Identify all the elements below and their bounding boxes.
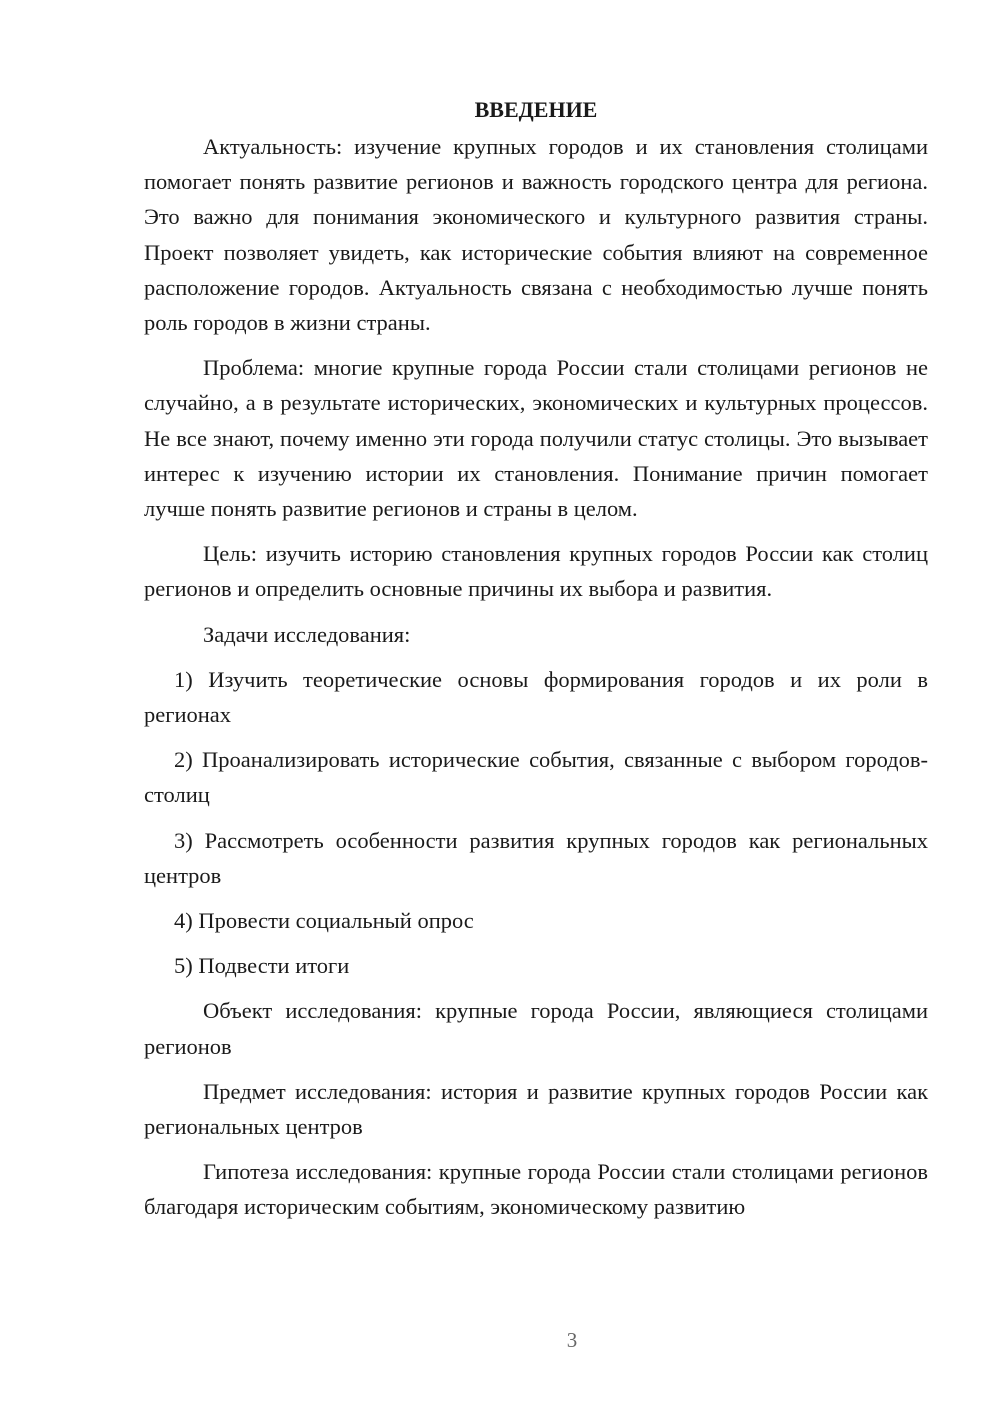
problem-paragraph: Проблема: многие крупные города России стали столицами регионов не случайно, а в результате исторических, экономических и культурных процессов. Не все знают, почему именно эти города получили статус столицы. Это вызывает интерес к изучению истории их становления. Понимание причин помогает лучше понять развитие регионов и страны в целом. [144, 355, 928, 522]
hypothesis-paragraph: Гипотеза исследования: крупные города России стали столицами регионов благодаря историческим событиям, экономическому развитию [144, 1159, 928, 1220]
task-item: 3) Рассмотреть особенности развития крупных городов как региональных центров [144, 827, 928, 888]
tasks-list [144, 662, 928, 984]
tasks-heading: Задачи исследования: [203, 621, 411, 647]
relevance-paragraph: Актуальность: изучение крупных городов и их становления столицами помогает понять развитие регионов и важность городского центра для региона. Это важно для понимания экономического и культурного развития страны. Проект позволяет увидеть, как исторические события влияют на современное расположение городов. Актуальность связана с необходимостью лучше понять роль городов в жизни страны. [144, 134, 928, 336]
task-item: 1) Изучить теоретические основы формирования городов и их роли в регионах [144, 666, 928, 728]
section-title: ВВЕДЕНИЕ [474, 97, 598, 122]
object-paragraph: Объект исследования: крупные города России, являющиеся столицами регионов [144, 998, 928, 1059]
task-item: 4) Провести социальный опрос [174, 908, 474, 934]
goal-paragraph: Цель: изучить историю становления крупных городов России как столиц регионов и определить основные причины их выбора и развития. [144, 541, 928, 602]
task-item: 2) Проанализировать исторические события, связанные с выбором городов-столиц [144, 747, 928, 808]
document-page [144, 92, 928, 1235]
page-number: 3 [566, 1328, 578, 1352]
subject-paragraph: Предмет исследования: история и развитие крупных городов России как региональных центров [144, 1078, 928, 1140]
task-item: 5) Подвести итоги [174, 953, 350, 979]
